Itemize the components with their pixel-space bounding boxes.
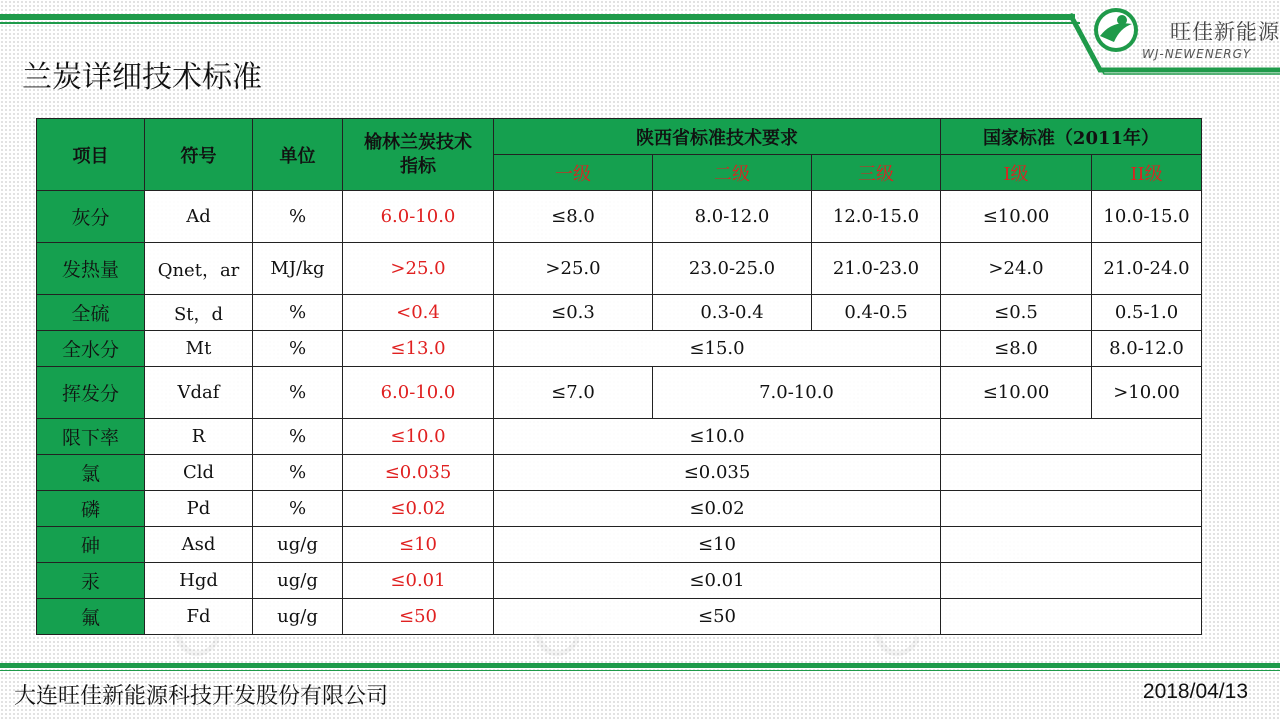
- row-grade-3: 0.4-0.5: [812, 295, 941, 331]
- row-unit: %: [253, 455, 343, 491]
- row-item: 磷: [37, 491, 145, 527]
- footer-company: 大连旺佳新能源科技开发股份有限公司: [14, 684, 389, 709]
- row-unit: %: [253, 419, 343, 455]
- row-shaanxi: ≤0.02: [494, 491, 941, 527]
- row-symbol: Hgd: [145, 563, 253, 599]
- logo-name-cn: 旺佳新能源: [1170, 20, 1280, 44]
- row-grade-2: 0.3-0.4: [653, 295, 812, 331]
- row-yulin: ≤10.0: [343, 419, 494, 455]
- spec-table: [36, 118, 1202, 635]
- header-symbol: 符号: [145, 119, 253, 191]
- row-unit: %: [253, 295, 343, 331]
- row-item: 挥发分: [37, 367, 145, 419]
- table-row: [37, 191, 1202, 243]
- row-yulin: 6.0-10.0: [343, 367, 494, 419]
- row-national-empty: [941, 527, 1202, 563]
- footer-date: 2018/04/13: [1142, 680, 1248, 703]
- row-shaanxi: ≤50: [494, 599, 941, 635]
- row-shaanxi: ≤0.01: [494, 563, 941, 599]
- row-grade-1: ≤7.0: [494, 367, 653, 419]
- table-row: [37, 455, 1202, 491]
- row-item: 全水分: [37, 331, 145, 367]
- row-yulin: ≤0.02: [343, 491, 494, 527]
- row-yulin: ≤13.0: [343, 331, 494, 367]
- row-symbol: Mt: [145, 331, 253, 367]
- table-row: [37, 243, 1202, 295]
- row-yulin: ≤10: [343, 527, 494, 563]
- row-national-empty: [941, 491, 1202, 527]
- row-shaanxi: ≤15.0: [494, 331, 941, 367]
- row-yulin: <0.4: [343, 295, 494, 331]
- row-grade-I: ≤10.00: [941, 191, 1092, 243]
- bottom-accent-bar: [0, 663, 1280, 668]
- row-grade-3: 12.0-15.0: [812, 191, 941, 243]
- row-symbol: Ad: [145, 191, 253, 243]
- row-grade-I: >24.0: [941, 243, 1092, 295]
- top-accent-bar: [0, 14, 1075, 20]
- page-title: 兰炭详细技术标准: [22, 60, 262, 95]
- table-row: [37, 295, 1202, 331]
- row-grade-II: 21.0-24.0: [1092, 243, 1202, 295]
- row-yulin: ≤0.035: [343, 455, 494, 491]
- row-item: 氟: [37, 599, 145, 635]
- row-symbol: Vdaf: [145, 367, 253, 419]
- row-unit: %: [253, 331, 343, 367]
- row-unit: %: [253, 367, 343, 419]
- row-item: 灰分: [37, 191, 145, 243]
- row-grade-2: 8.0-12.0: [653, 191, 812, 243]
- row-yulin: ≤0.01: [343, 563, 494, 599]
- row-symbol: St，d: [145, 295, 253, 331]
- row-grade-I: ≤10.00: [941, 367, 1092, 419]
- row-grade-I: ≤0.5: [941, 295, 1092, 331]
- header-item: 项目: [37, 119, 145, 191]
- row-symbol: Cld: [145, 455, 253, 491]
- header-shaanxi: 陕西省标准技术要求: [494, 119, 941, 155]
- row-item: 限下率: [37, 419, 145, 455]
- row-item: 全硫: [37, 295, 145, 331]
- table-row: [37, 367, 1202, 419]
- row-grade-2: 23.0-25.0: [653, 243, 812, 295]
- header-yulin: 榆林兰炭技术指标: [343, 119, 494, 191]
- row-symbol: Qnet，ar: [145, 243, 253, 295]
- header-grade-I: I级: [941, 155, 1092, 191]
- row-shaanxi: ≤10: [494, 527, 941, 563]
- bottom-accent-line: [0, 670, 1280, 671]
- row-grade-II: 0.5-1.0: [1092, 295, 1202, 331]
- header-unit: 单位: [253, 119, 343, 191]
- row-unit: MJ/kg: [253, 243, 343, 295]
- table-row: [37, 419, 1202, 455]
- row-grade-II: 8.0-12.0: [1092, 331, 1202, 367]
- row-grade-1: ≤0.3: [494, 295, 653, 331]
- row-grade-II: >10.00: [1092, 367, 1202, 419]
- row-grade-2-3: 7.0-10.0: [653, 367, 941, 419]
- row-grade-II: 10.0-15.0: [1092, 191, 1202, 243]
- row-unit: %: [253, 191, 343, 243]
- row-yulin: 6.0-10.0: [343, 191, 494, 243]
- table-row: [37, 491, 1202, 527]
- row-shaanxi: ≤0.035: [494, 455, 941, 491]
- row-unit: ug/g: [253, 527, 343, 563]
- row-shaanxi: ≤10.0: [494, 419, 941, 455]
- row-item: 砷: [37, 527, 145, 563]
- row-grade-I: ≤8.0: [941, 331, 1092, 367]
- row-item: 发热量: [37, 243, 145, 295]
- logo-name-en: WJ-NEWENERGY: [1142, 47, 1252, 61]
- row-national-empty: [941, 455, 1202, 491]
- row-grade-1: >25.0: [494, 243, 653, 295]
- header-grade-1: 一级: [494, 155, 653, 191]
- row-item: 汞: [37, 563, 145, 599]
- row-yulin: >25.0: [343, 243, 494, 295]
- row-symbol: Asd: [145, 527, 253, 563]
- row-grade-3: 21.0-23.0: [812, 243, 941, 295]
- row-symbol: Pd: [145, 491, 253, 527]
- table-row: [37, 563, 1202, 599]
- header-grade-3: 三级: [812, 155, 941, 191]
- row-unit: ug/g: [253, 599, 343, 635]
- header-national: 国家标准（2011年）: [941, 119, 1202, 155]
- row-national-empty: [941, 563, 1202, 599]
- row-yulin: ≤50: [343, 599, 494, 635]
- top-accent-line: [0, 22, 1080, 24]
- row-symbol: Fd: [145, 599, 253, 635]
- row-unit: %: [253, 491, 343, 527]
- row-grade-1: ≤8.0: [494, 191, 653, 243]
- table-row: [37, 331, 1202, 367]
- row-national-empty: [941, 599, 1202, 635]
- table-row: [37, 527, 1202, 563]
- row-unit: ug/g: [253, 563, 343, 599]
- row-item: 氯: [37, 455, 145, 491]
- table-row: [37, 599, 1202, 635]
- row-national-empty: [941, 419, 1202, 455]
- header-grade-2: 二级: [653, 155, 812, 191]
- row-symbol: R: [145, 419, 253, 455]
- header-grade-II: II级: [1092, 155, 1202, 191]
- company-logo-icon: [1092, 6, 1140, 54]
